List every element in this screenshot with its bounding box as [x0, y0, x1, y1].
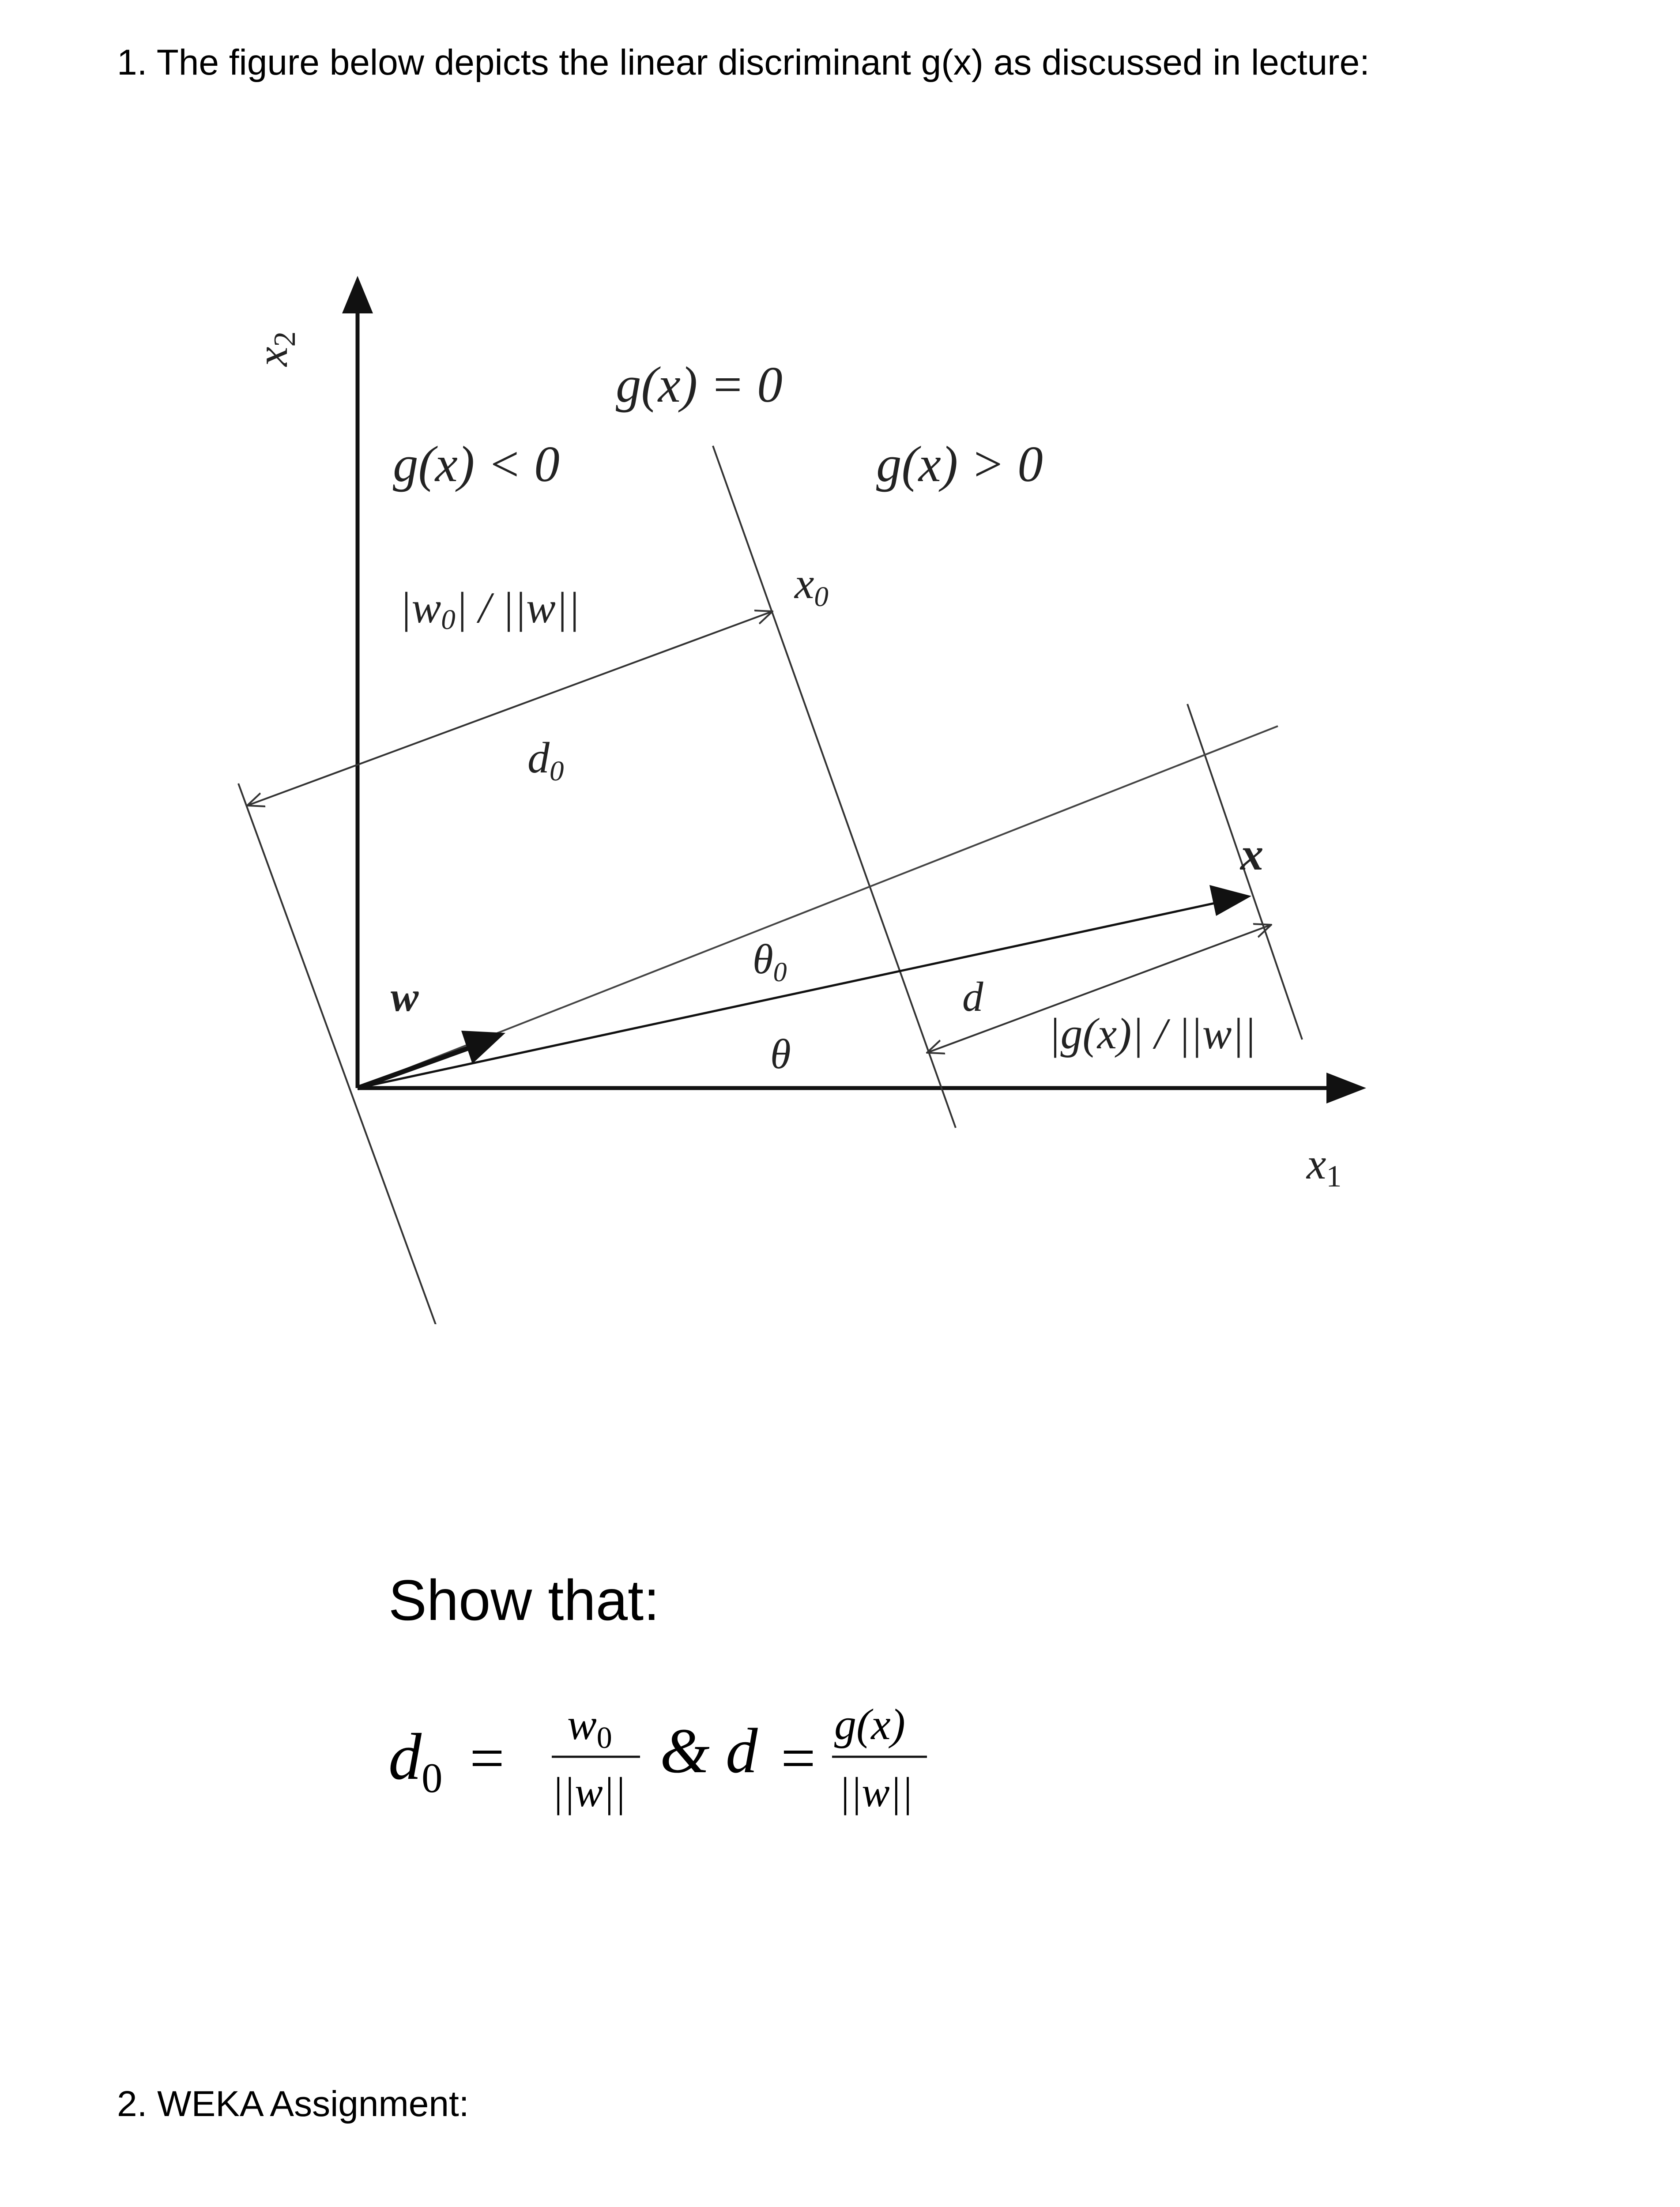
- formula-w0-numerator: $w_0$: [567, 1700, 612, 1755]
- parallel-line-left: [238, 783, 444, 1324]
- question-1-text: 1. The figure below depicts the linear discriminant g(x) as discussed in lecture:: [117, 42, 1370, 83]
- formula-to-show: [388, 1691, 1006, 1832]
- decision-boundary-line: [713, 446, 956, 1128]
- x-vector-arrowhead: [1209, 885, 1251, 916]
- formula-equals-2: =: [777, 1724, 819, 1793]
- x1-axis-label: x1: [1307, 1139, 1342, 1194]
- w0-norm-label: |w0| / ||w||: [399, 583, 580, 636]
- x-vector: [358, 900, 1227, 1088]
- g-zero-label: g(x) = 0: [616, 357, 783, 413]
- w0-distance-arrow: [247, 611, 772, 806]
- d-label: d: [962, 973, 983, 1020]
- formula-equals-1: =: [466, 1724, 508, 1793]
- x2-axis-label: x2: [248, 331, 302, 366]
- x1-axis-arrowhead: [1326, 1073, 1366, 1104]
- theta0-label: θ0: [753, 936, 787, 987]
- formula-gx-numerator: g(x): [834, 1700, 905, 1749]
- theta-label: θ: [770, 1031, 791, 1077]
- show-that-heading: Show that:: [388, 1568, 660, 1632]
- formula-and-d: & d: [660, 1716, 758, 1786]
- formula-w-norm-denominator-1: ||w||: [552, 1769, 626, 1815]
- w-label: w: [391, 973, 419, 1020]
- w-vector-arrowhead: [461, 1031, 505, 1064]
- gx-norm-label: |g(x)| / ||w||: [1048, 1009, 1256, 1058]
- d0-label: d0: [527, 733, 564, 787]
- x0-label: x0: [795, 559, 829, 613]
- x2-axis-arrowhead: [342, 276, 373, 313]
- formula-w-norm-denominator-2: ||w||: [839, 1769, 913, 1815]
- formula-d0: $d_0$: [388, 1720, 443, 1801]
- x-label: x: [1240, 828, 1264, 880]
- question-2-heading: 2. WEKA Assignment:: [117, 2084, 469, 2124]
- g-negative-label: g(x) < 0: [393, 436, 560, 492]
- g-positive-label: g(x) > 0: [876, 436, 1043, 492]
